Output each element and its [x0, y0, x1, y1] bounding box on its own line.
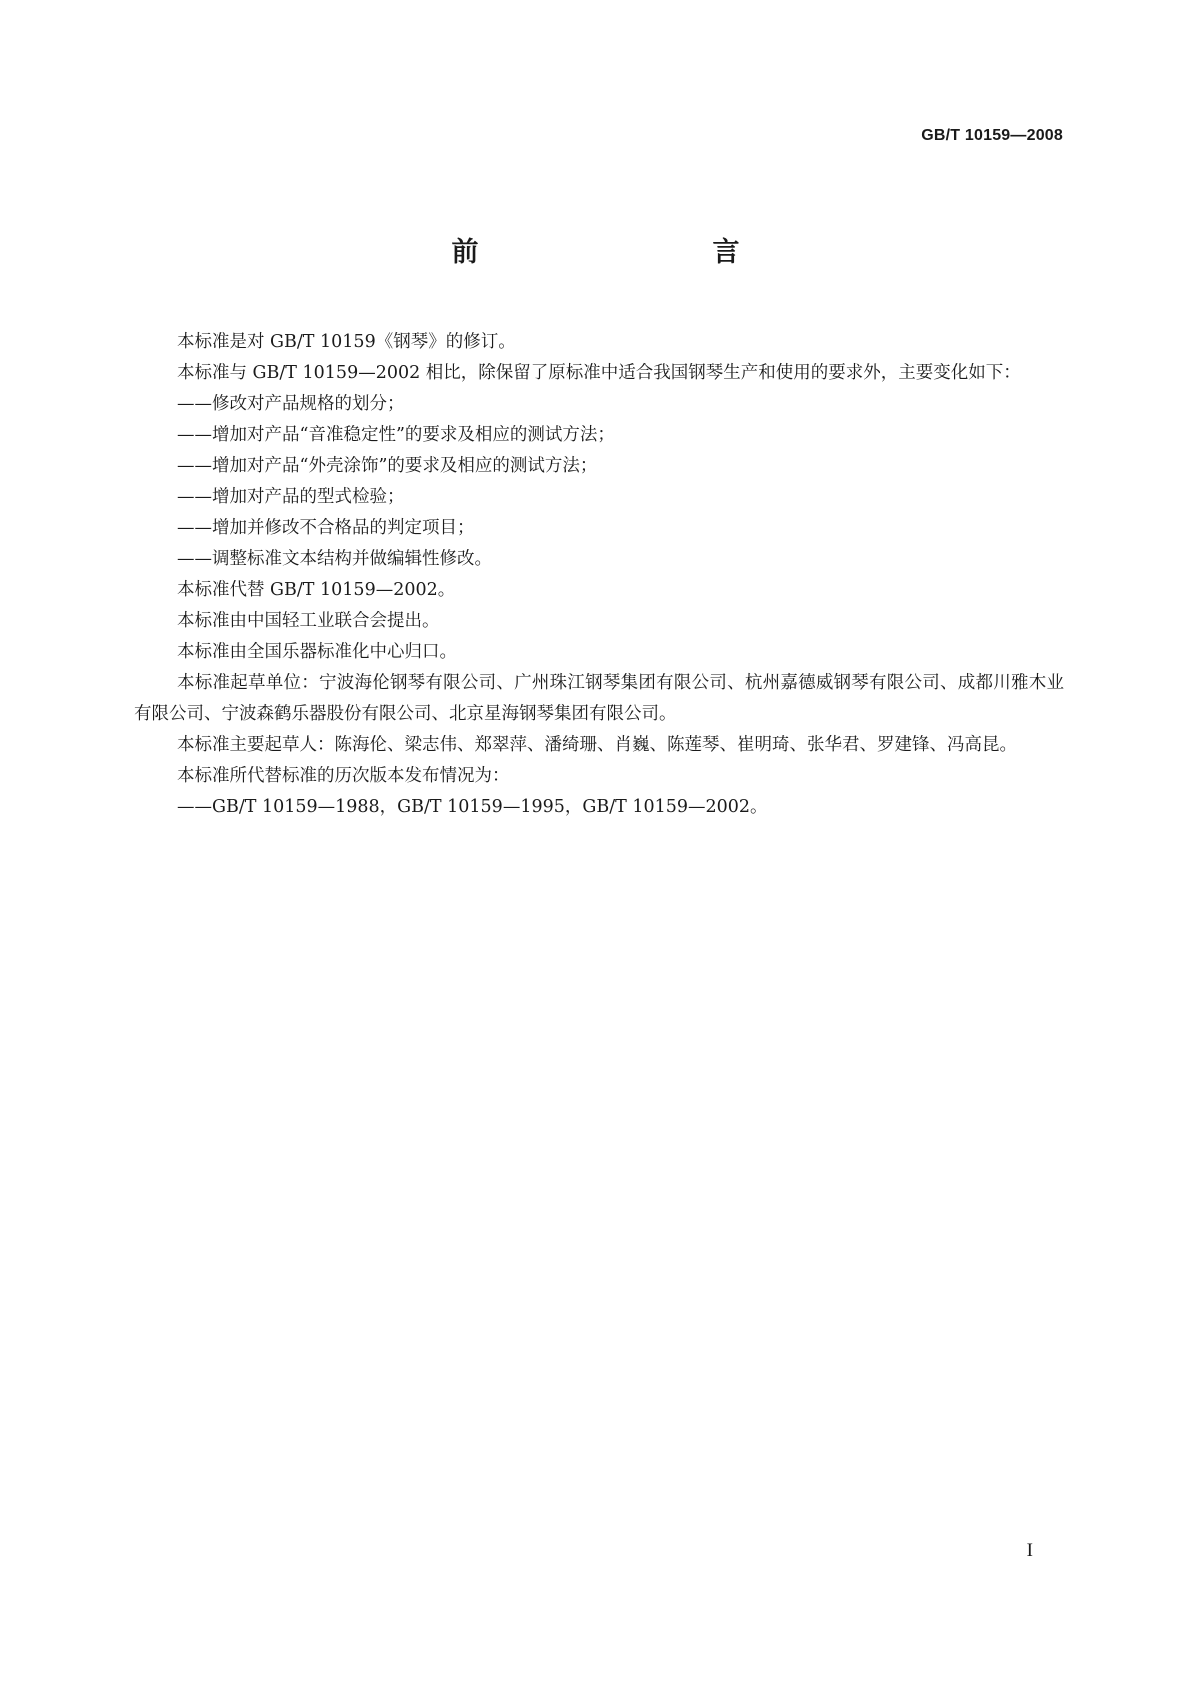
- list-item: ——增加对产品“音准稳定性”的要求及相应的测试方法；: [177, 425, 615, 445]
- list-item: ——调整标准文本结构并做编辑性修改。: [177, 549, 492, 569]
- list-item: ——GB/T 10159—1988，GB/T 10159—1995，GB/T 10159—2002。: [177, 797, 768, 817]
- list-item: ——增加对产品的型式检验；: [177, 487, 405, 507]
- paragraph-changes-intro: 本标准与 GB/T 10159—2002 相比，除保留了原标准中适合我国钢琴生产和使用的要求外，主要变化如下：: [177, 363, 1021, 383]
- paragraph-drafting-units: 本标准起草单位：宁波海伦钢琴有限公司、广州珠江钢琴集团有限公司、杭州嘉德威钢琴有限公司、成都川雅木业有限公司、宁波森鹤乐器股份有限公司、北京星海钢琴集团有限公司。: [134, 673, 1064, 724]
- paragraph-revision: 本标准是对 GB/T 10159《钢琴》的修订。: [177, 332, 516, 352]
- foreword-body: [134, 327, 1064, 823]
- page-title: 前 言: [451, 237, 800, 268]
- standard-code: GB/T 10159—2008: [921, 127, 1063, 144]
- paragraph-history-intro: 本标准所代替标准的历次版本发布情况为：: [177, 766, 510, 786]
- paragraph-proposed-by: 本标准由中国轻工业联合会提出。: [177, 611, 440, 631]
- paragraph-drafters: 本标准主要起草人：陈海伦、梁志伟、郑翠萍、潘绮珊、肖巍、陈莲琴、崔明琦、张华君、罗建锋、冯高昆。: [177, 735, 1017, 755]
- paragraph-administered-by: 本标准由全国乐器标准化中心归口。: [177, 642, 457, 662]
- paragraph-replaces: 本标准代替 GB/T 10159—2002。: [177, 580, 456, 600]
- list-item: ——增加并修改不合格品的判定项目；: [177, 518, 475, 538]
- list-item: ——修改对产品规格的划分；: [177, 394, 405, 414]
- list-item: ——增加对产品“外壳涂饰”的要求及相应的测试方法；: [177, 456, 598, 476]
- page-number: I: [1026, 1540, 1033, 1561]
